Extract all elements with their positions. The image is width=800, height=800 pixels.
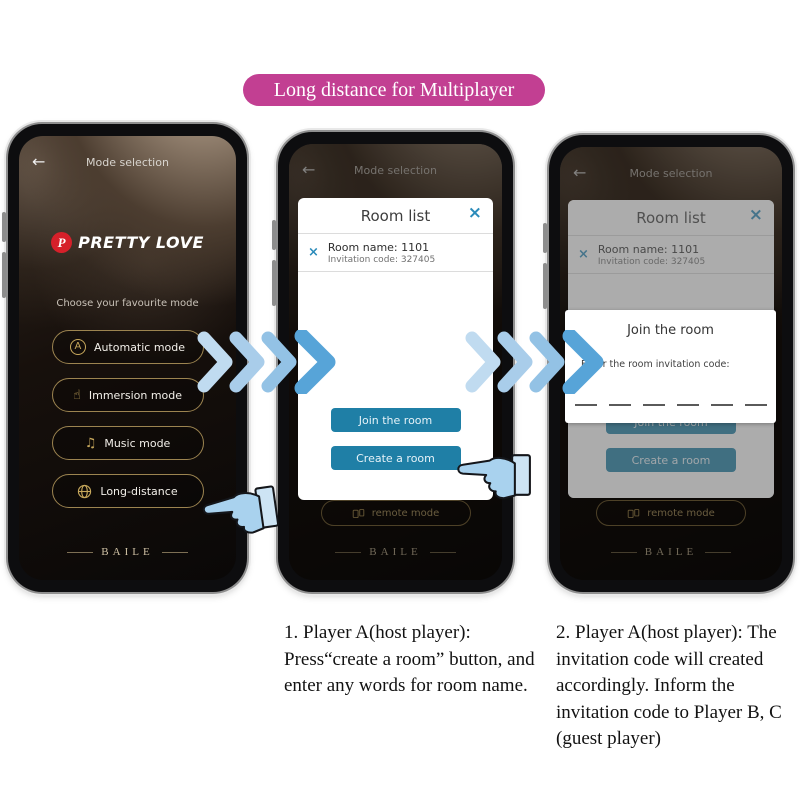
room-row[interactable] (298, 234, 493, 272)
code-slot (609, 404, 631, 406)
immersion-mode-button[interactable] (52, 378, 204, 412)
choose-mode-subtitle: Choose your favourite mode (56, 298, 199, 309)
close-room-icon[interactable]: × (308, 245, 319, 260)
code-slot (711, 404, 733, 406)
pointing-hand-icon (452, 444, 534, 506)
volume-button (2, 212, 6, 242)
invitation-code-label: Invitation code: (327, 254, 398, 265)
volume-button (272, 260, 276, 306)
room-name (328, 241, 435, 254)
automatic-mode-button[interactable] (52, 330, 204, 364)
volume-button (2, 252, 6, 298)
brand-logo-text: PRETTY LOVE (78, 233, 204, 252)
create-room-button[interactable]: Create a room (331, 446, 461, 470)
screen-title: Mode selection (86, 156, 169, 169)
invitation-code-prompt: Enter the room invitation code: (581, 359, 730, 370)
room-name-value: 1101 (401, 240, 430, 254)
pointing-hand-icon (194, 475, 284, 548)
music-note-icon: ♫ (84, 435, 97, 451)
back-arrow-icon[interactable]: ← (32, 152, 46, 171)
mode-label: Music mode (104, 436, 171, 450)
hand-touch-icon: ☝ (72, 387, 81, 403)
banner-title: Long distance for Multiplayer (243, 74, 545, 106)
long-distance-mode-button[interactable] (52, 474, 204, 508)
back-arrow-icon[interactable]: ← (302, 160, 316, 179)
mode-label: Immersion mode (88, 388, 183, 402)
volume-button (543, 223, 547, 253)
arrow-chevrons-right (196, 330, 336, 394)
code-slot (745, 404, 767, 406)
code-slot (677, 404, 699, 406)
invitation-code-input[interactable] (565, 404, 776, 406)
footer-brand (19, 546, 236, 558)
divider-line (162, 552, 188, 553)
divider-line (67, 552, 93, 553)
invitation-code (328, 255, 435, 265)
code-slot (643, 404, 665, 406)
footer-brand-text: BAILE (101, 546, 154, 558)
join-dialog-title: Join the room (627, 323, 714, 338)
room-info (328, 241, 435, 265)
room-list-title: Room list (360, 206, 431, 225)
mode-label: Automatic mode (93, 340, 186, 354)
room-list-header (298, 198, 493, 234)
instruction-step-2: 2. Player A(host player): The invitation code will created accordingly. Inform the invitation code to Player B, C (guest player) (556, 622, 782, 750)
footer-brand-text: BAILE (369, 546, 422, 558)
invitation-code-value: 327405 (400, 254, 436, 265)
close-icon[interactable]: × (467, 203, 482, 223)
instruction-step-1: 1. Player A(host player): Press“create a room” button, and enter any words for room name. (284, 622, 535, 697)
brand-logo (19, 232, 236, 253)
screen-title: Mode selection (629, 167, 713, 180)
mode-label: Long-distance (100, 484, 178, 498)
volume-button (543, 263, 547, 309)
arrow-chevrons-right (464, 330, 604, 394)
music-mode-button[interactable] (52, 426, 204, 460)
footer-brand-text: BAILE (644, 546, 698, 558)
globe-icon (77, 484, 92, 499)
remote-mode-label: remote mode (647, 507, 715, 519)
screen-title: Mode selection (354, 164, 437, 177)
automatic-mode-icon: A (70, 339, 86, 355)
brand-logo-icon: P (51, 232, 72, 253)
back-arrow-icon[interactable]: ← (573, 163, 587, 182)
remote-mode-label: remote mode (371, 507, 440, 519)
volume-button (272, 220, 276, 250)
join-room-button[interactable]: Join the room (331, 408, 461, 432)
room-name-label: Room name: (327, 240, 398, 254)
code-slot (575, 404, 597, 406)
